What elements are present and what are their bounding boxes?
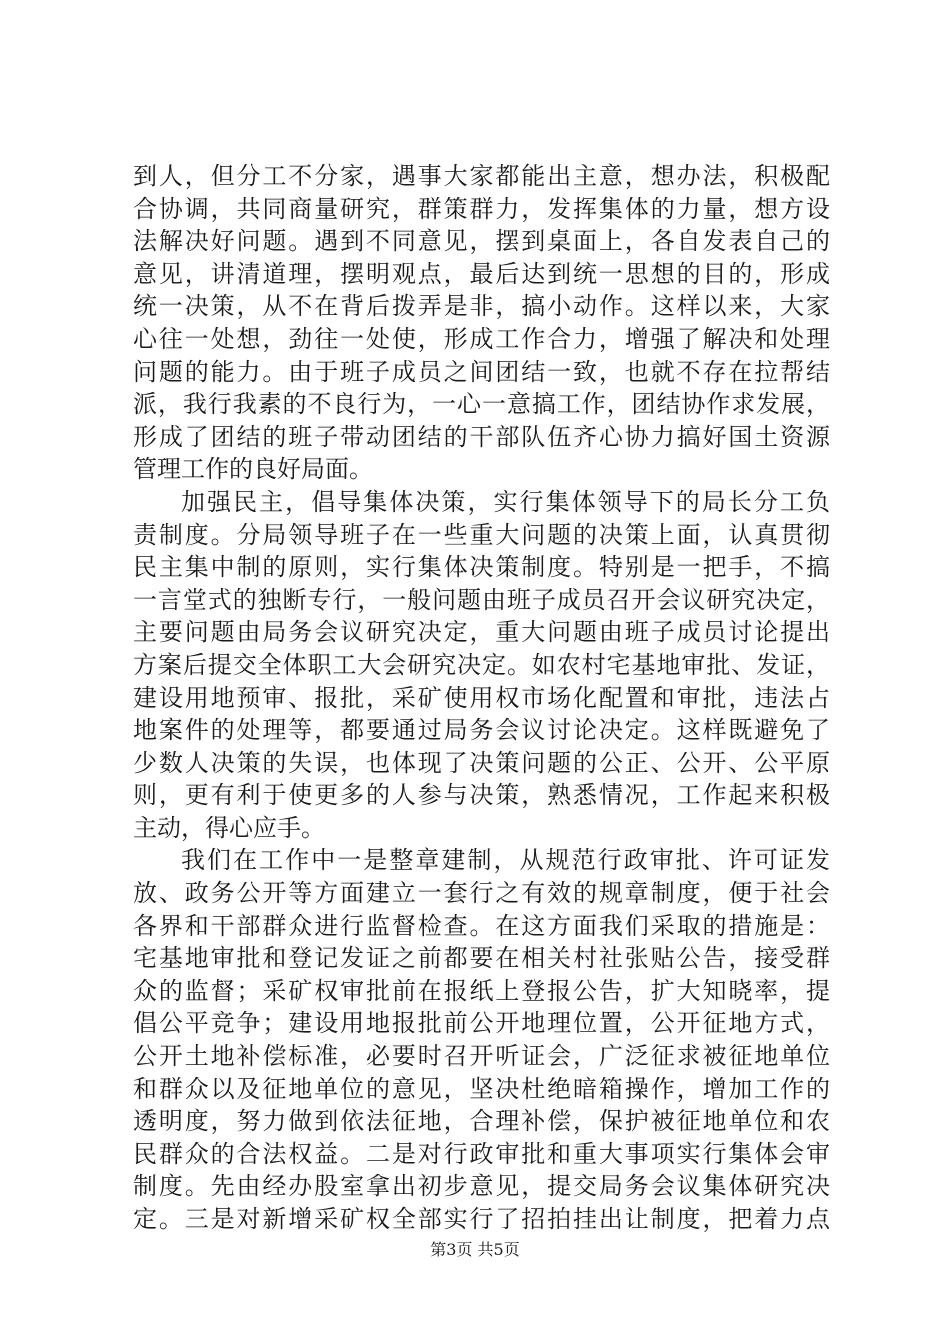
text-line: 定。三是对新增采矿权全部实行了招拍挂出让制度，把着力点: [133, 1205, 830, 1233]
text-line: 管理工作的良好局面。: [133, 455, 373, 484]
text-line: 问题的能力。由于班子成员之间团结一致，也就不存在拉帮结: [133, 357, 830, 386]
text-line: 地案件的处理等，都要通过局务会议讨论决定。这样既避免了: [133, 716, 830, 745]
paragraph: [133, 486, 830, 845]
text-line: 我们在工作中一是整章建制，从规范行政审批、许可证发: [181, 846, 830, 875]
text-line: 公开土地补偿标准，必要时召开听证会，广泛征求被征地单位: [133, 1042, 830, 1071]
text-line: 合协调，共同商量研究，群策群力，发挥集体的力量，想方设: [133, 194, 830, 223]
text-line: 法解决好问题。遇到不同意见，摆到桌面上，各自发表自己的: [133, 227, 830, 256]
text-line: 建设用地预审、报批，采矿使用权市场化配置和审批，违法占: [133, 683, 830, 712]
text-line: 制度。先由经办股室拿出初步意见，提交局务会议集体研究决: [133, 1172, 830, 1201]
text-line: 形成了团结的班子带动团结的干部队伍齐心协力搞好国土资源: [133, 422, 830, 451]
text-line: 派，我行我素的不良行为，一心一意搞工作，团结协作求发展，: [133, 390, 830, 419]
text-line: 到人，但分工不分家，遇事大家都能出主意，想办法，积极配: [133, 162, 830, 190]
text-line: 民群众的合法权益。二是对行政审批和重大事项实行集体会审: [133, 1139, 830, 1168]
text-line: 主要问题由局务会议研究决定，重大问题由班子成员讨论提出: [133, 618, 830, 647]
text-line: 则，更有利于使更多的人参与决策，熟悉情况，工作起来积极: [133, 781, 830, 810]
page-footer: 第3页 共5页: [430, 1240, 520, 1259]
text-line: 各界和干部群众进行监督检查。在这方面我们采取的措施是：: [133, 911, 830, 940]
text-line: 和群众以及征地单位的意见，坚决杜绝暗箱操作，增加工作的: [133, 1074, 830, 1103]
text-line: 方案后提交全体职工大会研究决定。如农村宅基地审批、发证，: [133, 650, 830, 679]
text-line: 倡公平竞争；建设用地报批前公开地理位置，公开征地方式，: [133, 1009, 830, 1038]
text-line: 宅基地审批和登记发证之前都要在相关村社张贴公告，接受群: [133, 944, 830, 973]
text-line: 众的监督；采矿权审批前在报纸上登报公告，扩大知晓率，提: [133, 976, 830, 1005]
text-line: 统一决策，从不在背后拨弄是非，搞小动作。这样以来，大家: [133, 292, 830, 321]
text-line: 一言堂式的独断专行，一般问题由班子成员召开会议研究决定，: [133, 585, 830, 614]
text-line: 加强民主，倡导集体决策，实行集体领导下的局长分工负: [181, 487, 830, 516]
text-line: 放、政务公开等方面建立一套行之有效的规章制度，便于社会: [133, 879, 830, 908]
text-line: 民主集中制的原则，实行集体决策制度。特别是一把手，不搞: [133, 553, 830, 582]
paragraph: [133, 160, 830, 486]
document-body: [133, 160, 830, 1236]
text-line: 主动，得心应手。: [133, 813, 325, 842]
text-line: 少数人决策的失误，也体现了决策问题的公正、公开、公平原: [133, 748, 830, 777]
text-line: 责制度。分局领导班子在一些重大问题的决策上面，认真贯彻: [133, 520, 830, 549]
paragraph: [133, 844, 830, 1235]
text-line: 心往一处想，劲往一处使，形成工作合力，增强了解决和处理: [133, 324, 830, 353]
text-line: 透明度，努力做到依法征地，合理补偿，保护被征地单位和农: [133, 1107, 830, 1136]
text-line: 意见，讲清道理，摆明观点，最后达到统一思想的目的，形成: [133, 259, 830, 288]
